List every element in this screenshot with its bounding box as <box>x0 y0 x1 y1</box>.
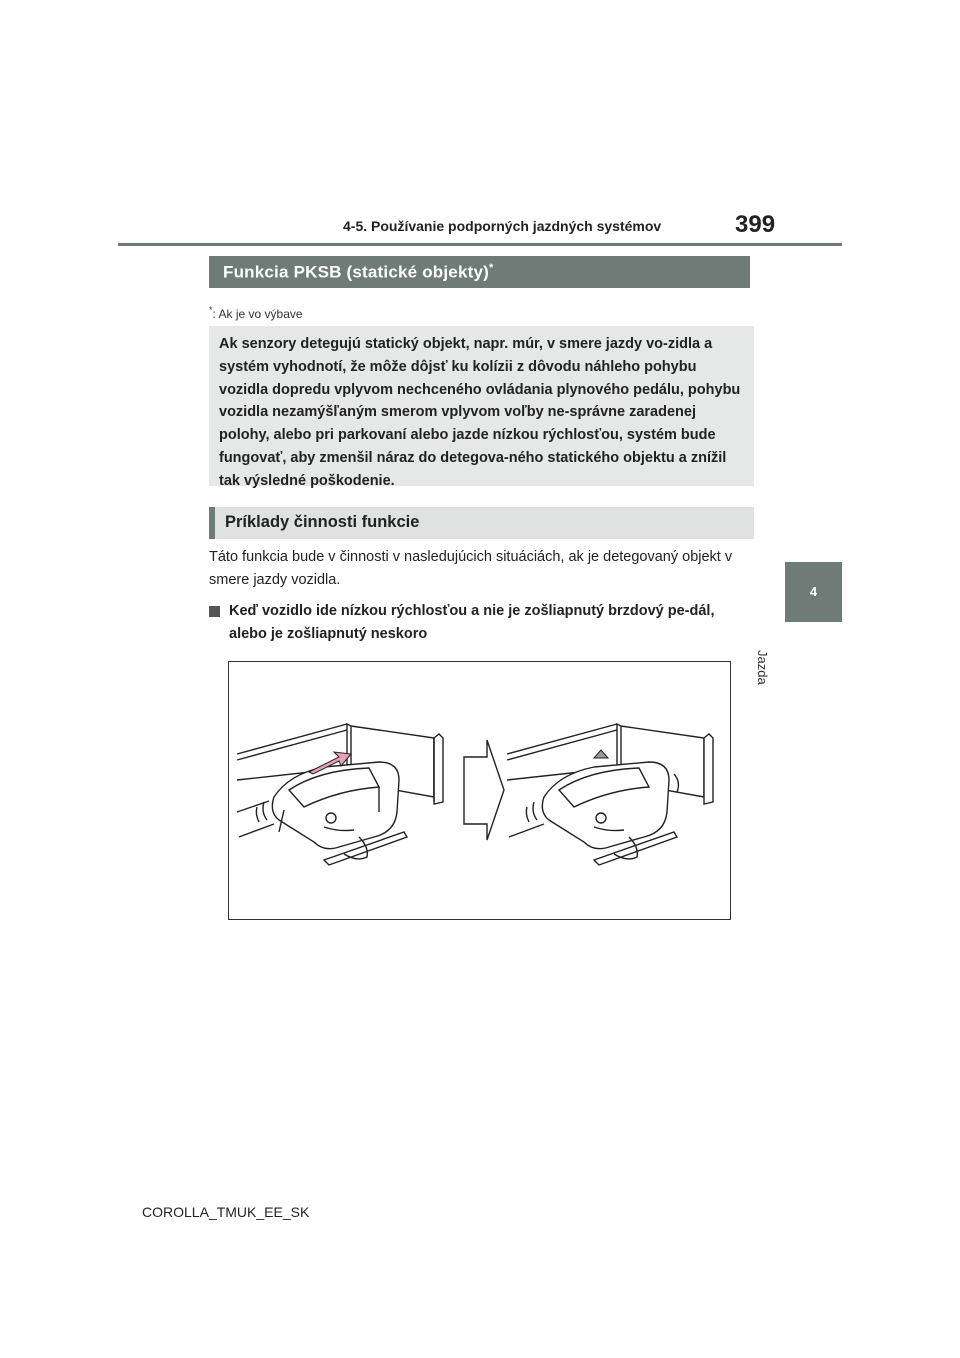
examples-heading-title: Príklady činnosti funkcie <box>225 513 420 531</box>
illustration-svg <box>229 662 730 919</box>
availability-footnote: *: Ak je vo výbave <box>209 305 303 321</box>
heading-asterisk: * <box>489 262 494 274</box>
pksb-heading-bar <box>209 256 750 288</box>
intro-box <box>209 326 754 489</box>
intro-text: Ak senzory detegujú statický objekt, napr. múr, v smere jazdy vo-zidla a systém vyhodnotí, že môže dôjsť ku kolízii z dôvodu náhleho pohybu vozidla dopredu vplyvom nechceného ovládania plynového pedálu, pohybu vozidla nezamýšľaným smerom vplyvom voľby ne-správne zaradenej polohy, alebo pri parkovaní alebo jazde nízkou rýchlosťou, systém bude fungovať, aby zmenšil náraz do detegova-ného statického objektu a znížil tak výsledné poškodenie. <box>219 336 741 489</box>
footnote-asterisk: * <box>209 305 213 315</box>
bullet-square-icon <box>209 606 220 617</box>
header-divider <box>118 243 842 246</box>
wall-top-line-left <box>237 724 347 754</box>
transition-arrow-icon <box>464 740 504 840</box>
chapter-tab-number: 4 <box>809 584 818 599</box>
examples-heading-bar <box>209 507 754 539</box>
page-number: 399 <box>735 211 776 238</box>
bullet-text: Keď vozidlo ide nízkou rýchlosťou a nie je zošliapnutý brzdový pe-dál, alebo je zošliapnutý neskoro <box>229 603 715 642</box>
parking-wall-collision-illustration <box>228 661 731 920</box>
document-code: COROLLA_TMUK_EE_SK <box>142 1204 310 1220</box>
heading-accent-bar <box>209 507 215 539</box>
pksb-heading-title: Funkcia PKSB (statické objekty)* <box>223 262 494 282</box>
section-title: 4-5. Používanie podporných jazdných systémov <box>343 218 662 234</box>
examples-body-text: Táto funkcia bude v činnosti v nasledujúcich situáciách, ak je detegovaný objekt v smere jazdy vozidla. <box>209 549 733 588</box>
sensor-indicator-icon <box>594 750 608 758</box>
chapter-tab-label: Jazda <box>755 650 770 685</box>
chapter-tab[interactable] <box>785 562 842 622</box>
